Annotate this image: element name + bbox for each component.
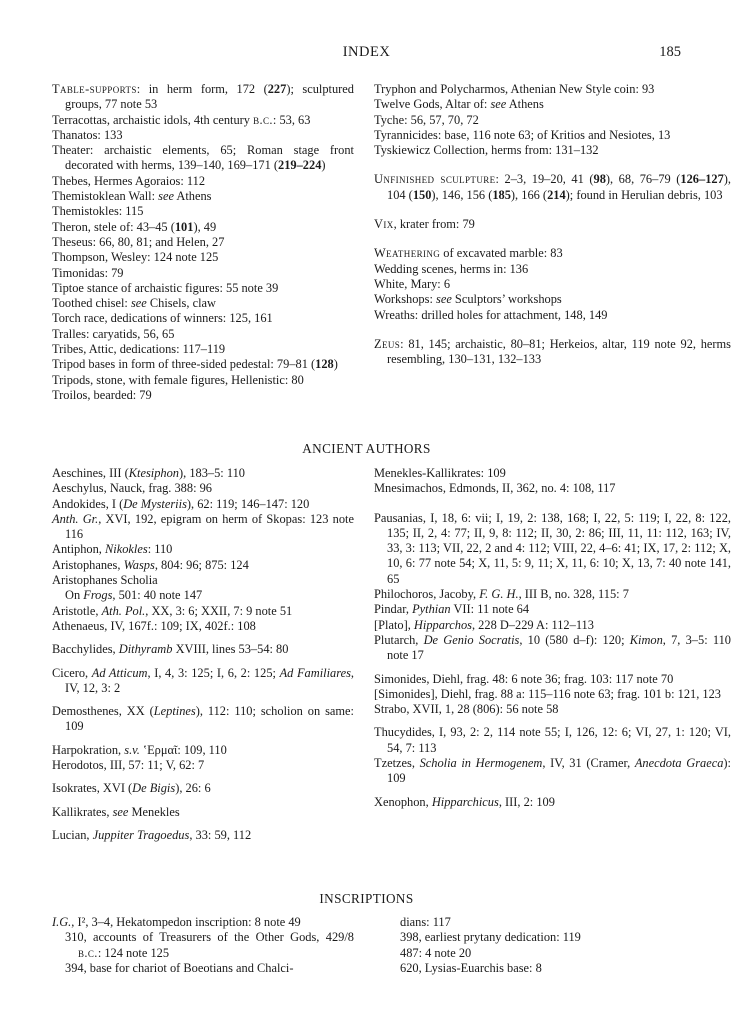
index-entry: Tiptoe stance of archaistic figures: 55 note 39	[52, 280, 279, 295]
index-entry: Herodotos, III, 57: 11; V, 62: 7	[52, 758, 205, 773]
index-entry: Philochoros, Jacoby, F. G. H., III B, no. 328, 115: 7	[374, 587, 629, 602]
index-entry: Unfinished sculpture: 2–3, 19–20, 41 (98), 68, 76–79 (126–127), 104 (150), 146, 156 (185), 166 (214); found in Herulian debris, 103	[374, 172, 731, 202]
index-entry: Aeschylus, Nauck, frag. 388: 96	[52, 481, 213, 496]
index-entry: 487: 4 note 20	[400, 945, 472, 960]
index-column-left	[52, 82, 354, 403]
index-entry: Tripod bases in form of three-sided pedestal: 79–81 (128)	[52, 357, 338, 372]
index-entry: Aristophanes Scholia	[52, 573, 158, 588]
page-header	[52, 44, 681, 64]
index-entry: Menekles-Kallikrates: 109	[374, 466, 506, 480]
index-entry: Bacchylides, Dithyramb XVIII, lines 53–54: 80	[52, 642, 289, 657]
index-entry: I.G., I², 3–4, Hekatompedon inscription: 8 note 49	[52, 915, 301, 929]
index-entry: Timonidas: 79	[52, 265, 124, 280]
index-entry: Mnesimachos, Edmonds, II, 362, no. 4: 108, 117	[374, 481, 616, 496]
index-entry: Harpokration, s.v. ʽΕρμαῖ: 109, 110	[52, 742, 227, 757]
index-entry: Aristotle, Ath. Pol., XX, 3: 6; XXII, 7: 9 note 51	[52, 603, 293, 618]
index-entry: Wreaths: drilled holes for attachment, 148, 149	[374, 307, 608, 322]
index-entry: Theater: archaistic elements, 65; Roman stage front decorated with herms, 139–140, 169–171 (219–224)	[52, 143, 354, 173]
heading-inscriptions: INSCRIPTIONS	[319, 891, 414, 906]
index-entry: Thebes, Hermes Agoraios: 112	[52, 173, 206, 188]
index-entry: Tralles: caryatids, 56, 65	[52, 326, 175, 341]
index-entry: Strabo, XVII, 1, 28 (806): 56 note 58	[374, 702, 559, 717]
inscriptions-column-right	[400, 915, 731, 976]
index-entry: Tripods, stone, with female figures, Hellenistic: 80	[52, 372, 304, 387]
index-entry: 620, Lysias-Euarchis base: 8	[400, 960, 542, 975]
index-entry: Tryphon and Polycharmos, Athenian New Style coin: 93	[374, 82, 655, 96]
index-entry: Torch race, dedications of winners: 125, 161	[52, 311, 273, 326]
index-entry: Lucian, Juppiter Tragoedus, 33: 59, 112	[52, 827, 252, 842]
index-entry: White, Mary: 6	[374, 276, 451, 291]
index-entry: 398, earliest prytany dedication: 119	[400, 930, 581, 945]
index-entry: [Plato], Hipparchos, 228 D–229 A: 112–113	[374, 617, 594, 632]
index-entry: Aristophanes, Wasps, 804: 96; 875: 124	[52, 557, 249, 572]
index-entry: Zeus: 81, 145; archaistic, 80–81; Herkeios, altar, 119 note 92, herms resembling, 130–131, 132–133	[374, 336, 731, 367]
index-entry: Terracottas, archaistic idols, 4th century b.c.: 53, 63	[52, 112, 311, 127]
index-entry: Antiphon, Nikokles: 110	[52, 542, 173, 557]
index-entry: Simonides, Diehl, frag. 48: 6 note 36; frag. 103: 117 note 70	[374, 671, 674, 686]
index-entry: Aeschines, III (Ktesiphon), 183–5: 110	[52, 466, 245, 480]
index-entry: Thanatos: 133	[52, 127, 123, 142]
index-entry: Athenaeus, IV, 167f.: 109; IX, 402f.: 108	[52, 618, 256, 633]
index-entry: Troilos, bearded: 79	[52, 387, 152, 402]
index-entry: Tyskiewicz Collection, herms from: 131–132	[374, 143, 599, 158]
index-entry: Anth. Gr., XVI, 192, epigram on herm of Skopas: 123 note 116	[52, 511, 354, 542]
index-entry: Theron, stele of: 43–45 (101), 49	[52, 219, 217, 234]
index-entry: Tribes, Attic, dedications: 117–119	[52, 342, 226, 357]
index-entry: Wedding scenes, herms in: 136	[374, 261, 529, 276]
index-entry: Themistoklean Wall: see Athens	[52, 189, 212, 204]
index-entry: Tyche: 56, 57, 70, 72	[374, 112, 479, 127]
index-entry: Isokrates, XVI (De Bigis), 26: 6	[52, 781, 211, 796]
index-entry: Thucydides, I, 93, 2: 2, 114 note 55; I, 126, 12: 6; VI, 27, 1: 120; VI, 54, 7: 113	[374, 725, 731, 755]
index-entry: Vix, krater from: 79	[374, 217, 475, 232]
index-entry: Table-supports: in herm form, 172 (227); sculptured groups, 77 note 53	[52, 82, 354, 112]
index-entry: 394, base for chariot of Boeotians and Chalci-	[65, 960, 294, 975]
authors-column-right	[374, 466, 731, 810]
index-entry: Kallikrates, see Menekles	[52, 804, 180, 819]
index-entry: Plutarch, De Genio Socratis, 10 (580 d–f): 120; Kimon, 7, 3–5: 110 note 17	[374, 632, 731, 663]
index-entry: Cicero, Ad Atticum, I, 4, 3: 125; I, 6, 2: 125; Ad Familiares, IV, 12, 3: 2	[52, 665, 355, 695]
index-entry: Weathering of excavated marble: 83	[374, 246, 563, 261]
index-entry: Themistokles: 115	[52, 204, 144, 219]
index-entry: 310, accounts of Treasurers of the Other Gods, 429/8 b.c.: 124 note 125	[65, 930, 354, 960]
index-entry: Andokides, I (De Mysteriis), 62: 119; 146–147: 120	[52, 496, 310, 511]
heading-ancient-authors: ANCIENT AUTHORS	[302, 441, 431, 456]
index-entry: Toothed chisel: see Chisels, claw	[52, 296, 216, 311]
index-entry: [Simonides], Diehl, frag. 88 a: 115–116 note 63; frag. 101 b: 121, 123	[374, 686, 721, 701]
index-entry: Twelve Gods, Altar of: see Athens	[374, 97, 544, 112]
index-entry: Tzetzes, Scholia in Hermogenem, IV, 31 (Cramer, Anecdota Graeca): 109	[374, 756, 731, 786]
index-entry: dians: 117	[400, 915, 451, 929]
index-entry: Demosthenes, XX (Leptines), 112: 110; scholion on same: 109	[52, 704, 354, 734]
index-entry: Xenophon, Hipparchicus, III, 2: 109	[374, 794, 555, 809]
authors-column-left	[52, 466, 354, 843]
index-entry: Thompson, Wesley: 124 note 125	[52, 250, 219, 265]
index-entry: Pausanias, I, 18, 6: vii; I, 19, 2: 138, 168; I, 22, 5: 119; I, 22, 8: 122, 135; II, 2, 4: 77; II, 9, 8: 112; II, 30, 2: 86; III, 11, 11: 112, 163; IV, 33, 3: 113; VII, 22, 2 and 4: 112; VIII, 22, 4–6: 41; IX, 17, 2: 112; X, 10, 6: 77 note 54; X, 11, 5: 9, 11; X, 11, 6: 10; X, 13, 7: 40 note 141, 65	[374, 510, 731, 586]
index-column-right	[374, 82, 731, 367]
index-entry: Pindar, Pythian VII: 11 note 64	[374, 602, 530, 617]
page-title: INDEX	[342, 44, 391, 60]
index-entry: On Frogs, 501: 40 note 147	[65, 588, 203, 603]
index-entry: Tyrannicides: base, 116 note 63; of Kritios and Nesiotes, 13	[374, 127, 671, 142]
page-number: 185	[659, 44, 681, 60]
inscriptions-column-left	[52, 915, 354, 976]
index-entry: Theseus: 66, 80, 81; and Helen, 27	[52, 234, 225, 249]
index-entry: Workshops: see Sculptors’ workshops	[374, 292, 562, 307]
